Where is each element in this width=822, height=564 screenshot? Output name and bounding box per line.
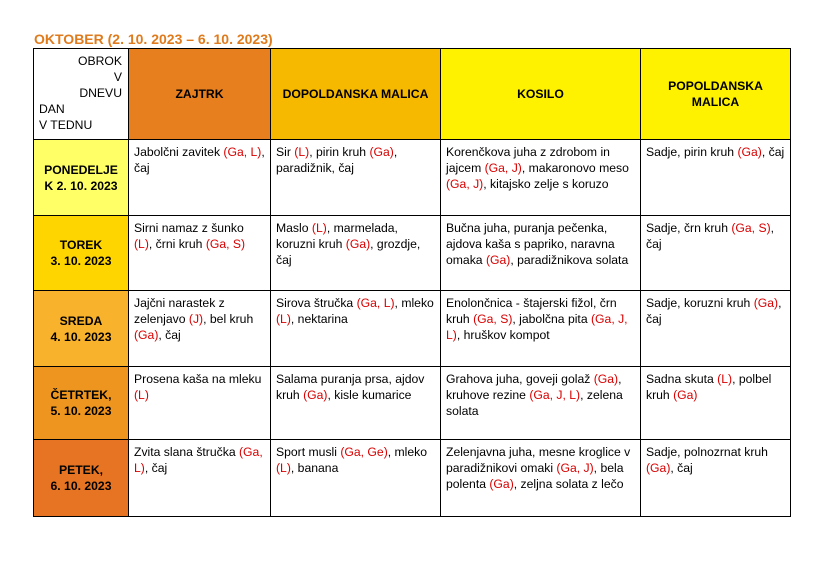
meal-text: Jajčni narastek z zelenjavo — [134, 296, 225, 326]
allergen-code: (Ga, L) — [134, 445, 263, 475]
day-date: K 2. 10. 2023 — [44, 178, 118, 193]
meal-cell-zajtrk — [129, 440, 271, 517]
allergen-code: (Ga, Ge) — [340, 445, 388, 459]
day-date: 6. 10. 2023 — [50, 479, 112, 493]
meal-text: Sadje, pirin kruh — [646, 145, 738, 159]
meal-text: , zelena solata — [446, 388, 623, 418]
meal-text: Grahova juha, goveji golaž — [446, 372, 594, 386]
meal-text: , kitajsko zelje s koruzo — [483, 177, 609, 191]
allergen-code: (Ga) — [485, 253, 511, 267]
meal-text: Salama puranja prsa, ajdov kruh — [276, 372, 425, 402]
day-cell — [34, 367, 129, 440]
day-cell — [34, 291, 129, 367]
header-popoldanska-malica: POPOLDANSKA MALICA — [641, 49, 791, 140]
meal-text: , čaj — [646, 296, 782, 326]
table-row — [34, 367, 791, 440]
meal-text: , čaj — [158, 328, 181, 342]
meal-text: Sadje, polnozrnat kruh — [646, 445, 768, 459]
table-row — [34, 140, 791, 216]
allergen-code: (Ga) — [753, 296, 779, 310]
allergen-code: (J) — [188, 312, 204, 326]
menu-table — [33, 48, 791, 517]
corner-label-in: V — [113, 70, 122, 84]
meal-text: , marmelada, koruzni kruh — [276, 221, 398, 251]
meal-cell-popoldanska-malica — [641, 367, 791, 440]
header-row — [34, 49, 791, 140]
allergen-code: (Ga) — [646, 461, 671, 475]
meal-cell-dopoldanska-malica — [271, 440, 441, 517]
allergen-code: (Ga) — [489, 477, 514, 491]
meal-text: Korenčkova juha z zdrobom in jajcem — [446, 145, 610, 175]
meal-text: Jabolčni zavitek — [134, 145, 224, 159]
corner-label-dayname: DAN — [39, 102, 65, 116]
meal-text: , banana — [290, 461, 339, 475]
header-zajtrk: ZAJTRK — [129, 49, 271, 140]
day-cell — [34, 440, 129, 517]
allergen-code: (Ga) — [673, 388, 698, 402]
table-row — [34, 291, 791, 367]
allergen-code: (Ga, S) — [205, 237, 246, 251]
corner-label-day: DNEVU — [79, 86, 122, 100]
table-row — [34, 440, 791, 517]
meal-text: , čaj — [761, 145, 785, 159]
meal-cell-popoldanska-malica — [641, 440, 791, 517]
allergen-code: (L) — [276, 461, 291, 475]
allergen-code: (Ga, J) — [556, 461, 594, 475]
allergen-code: (Ga, L) — [356, 296, 395, 310]
meal-text: Sadje, koruzni kruh — [646, 296, 754, 310]
meal-text: , paradižnikova solata — [510, 253, 629, 267]
meal-cell-popoldanska-malica — [641, 216, 791, 291]
allergen-code: (Ga, S) — [731, 221, 771, 235]
day-cell — [34, 140, 129, 216]
allergen-code: (Ga, J) — [446, 177, 484, 191]
meal-text: , čaj — [134, 145, 265, 175]
meal-cell-dopoldanska-malica — [271, 367, 441, 440]
meal-cell-zajtrk — [129, 216, 271, 291]
meal-text: , nektarina — [290, 312, 348, 326]
meal-text: , bel kruh — [203, 312, 254, 326]
meal-text: , zeljna solata z lečo — [513, 477, 624, 491]
day-name: SREDA — [59, 313, 103, 328]
header-kosilo: KOSILO — [441, 49, 641, 140]
meal-text: , kisle kumarice — [327, 388, 412, 402]
allergen-code: (Ga) — [303, 388, 328, 402]
allergen-code: (Ga) — [345, 237, 371, 251]
allergen-code: (Ga, J) — [484, 161, 522, 175]
meal-cell-dopoldanska-malica — [271, 216, 441, 291]
allergen-code: (Ga) — [593, 372, 619, 386]
meal-text: , paradižnik, čaj — [276, 145, 398, 175]
day-cell — [34, 216, 129, 291]
day-name: TOREK — [59, 238, 103, 252]
meal-text: Bučna juha, puranja pečenka, ajdova kaša s papriko, naravna omaka — [446, 221, 615, 267]
meal-cell-zajtrk — [129, 291, 271, 367]
day-date: 5. 10. 2023 — [50, 404, 112, 418]
meal-text: , čaj — [670, 461, 693, 475]
allergen-code: (L) — [134, 237, 149, 251]
meal-cell-kosilo — [441, 140, 641, 216]
corner-label-week: V TEDNU — [39, 118, 93, 132]
meal-text: Sport musli — [276, 445, 341, 459]
allergen-code: (Ga, L) — [223, 145, 262, 159]
page-title: OKTOBER (2. 10. 2023 – 6. 10. 2023) — [34, 31, 273, 47]
meal-text: , bela polenta — [446, 461, 624, 491]
meal-text: , pirin kruh — [309, 145, 370, 159]
meal-cell-dopoldanska-malica — [271, 291, 441, 367]
meal-text: , čaj — [646, 221, 775, 251]
day-name: ČETRTEK, — [50, 388, 112, 402]
corner-label-meal: OBROK — [77, 54, 122, 68]
corner-cell — [34, 49, 129, 140]
day-name: PETEK, — [58, 463, 104, 477]
allergen-code: (L) — [717, 372, 733, 386]
meal-text: , makaronovo meso — [521, 161, 629, 175]
meal-text: , jabolčna pita — [512, 312, 591, 326]
meal-text: Zvita slana štručka — [134, 445, 239, 459]
meal-cell-popoldanska-malica — [641, 291, 791, 367]
allergen-code: (Ga) — [737, 145, 762, 159]
meal-text: Sir — [276, 145, 295, 159]
allergen-code: (L) — [276, 312, 291, 326]
meal-cell-popoldanska-malica — [641, 140, 791, 216]
meal-text: , čaj — [144, 461, 168, 475]
allergen-code: (Ga, J, L) — [529, 388, 581, 402]
meal-cell-dopoldanska-malica — [271, 140, 441, 216]
day-date: 4. 10. 2023 — [50, 329, 112, 344]
allergen-code: (Ga) — [369, 145, 394, 159]
table-row — [34, 216, 791, 291]
meal-text: Prosena kaša na mleku — [134, 372, 262, 386]
header-dopoldanska-malica: DOPOLDANSKA MALICA — [271, 49, 441, 140]
meal-text: Maslo — [276, 221, 312, 235]
meal-text: , črni kruh — [148, 237, 206, 251]
allergen-code: (Ga, S) — [473, 312, 513, 326]
allergen-code: (L) — [134, 388, 149, 402]
meal-cell-kosilo — [441, 291, 641, 367]
meal-cell-kosilo — [441, 367, 641, 440]
meal-cell-zajtrk — [129, 140, 271, 216]
day-name: PONEDELJE — [44, 162, 118, 177]
meal-text: , polbel kruh — [646, 372, 772, 402]
meal-cell-kosilo — [441, 216, 641, 291]
meal-text: Zelenjavna juha, mesne kroglice v paradižnikovi omaki — [446, 445, 631, 475]
meal-text: Sadna skuta — [646, 372, 718, 386]
allergen-code: (Ga) — [134, 328, 159, 342]
meal-text: , mleko — [387, 445, 428, 459]
allergen-code: (Ga, J, L) — [446, 312, 628, 342]
meal-text: Sirova štručka — [276, 296, 357, 310]
meal-cell-zajtrk — [129, 367, 271, 440]
allergen-code: (L) — [294, 145, 310, 159]
meal-text: Sadje, črn kruh — [646, 221, 732, 235]
meal-text: , kruhove rezine — [446, 372, 622, 402]
meal-text: , mleko — [394, 296, 434, 310]
meal-text: , hruškov kompot — [456, 328, 550, 342]
day-date: 3. 10. 2023 — [50, 254, 112, 268]
meal-text: , grozdje, čaj — [276, 237, 421, 267]
meal-text: Enolončnica - štajerski fižol, črn kruh — [446, 296, 617, 326]
meal-cell-kosilo — [441, 440, 641, 517]
meal-text: Sirni namaz z šunko — [134, 221, 244, 235]
allergen-code: (L) — [311, 221, 327, 235]
